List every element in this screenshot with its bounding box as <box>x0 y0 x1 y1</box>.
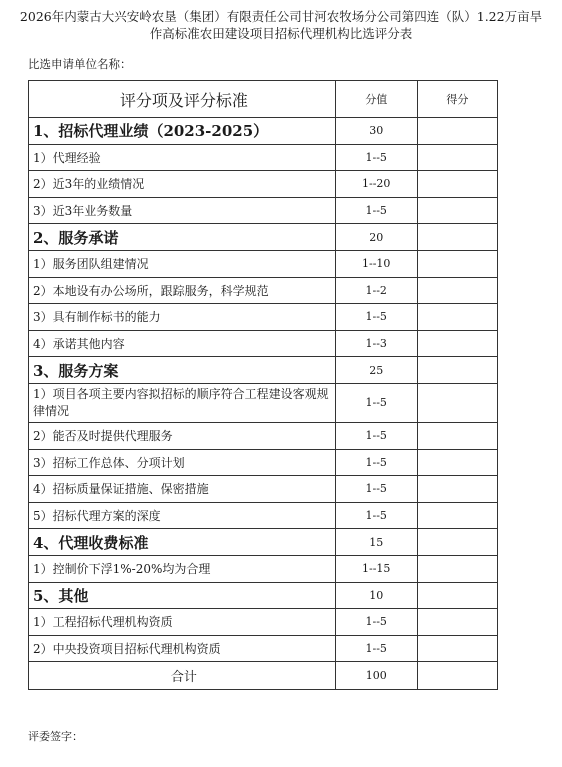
document-title: 2026年内蒙古大兴安岭农垦（集团）有限责任公司甘河农牧场分公司第四连（队）1.22万亩旱作高标准农田建设项目招标代理机构比选评分表 <box>19 9 543 41</box>
score-input-cell[interactable] <box>417 304 497 331</box>
score-input-cell[interactable] <box>417 582 497 609</box>
category-row <box>29 582 498 609</box>
category-label: 4、代理收费标准 <box>29 529 336 556</box>
criterion-label: 2）本地设有办公场所，跟踪服务，科学规范 <box>29 277 336 304</box>
criterion-label: 2）近3年的业绩情况 <box>29 171 336 198</box>
criterion-row <box>29 476 498 503</box>
criterion-row <box>29 171 498 198</box>
category-row <box>29 357 498 384</box>
criterion-label: 2）能否及时提供代理服务 <box>29 422 336 449</box>
max-score-value: 1--5 <box>335 635 417 662</box>
score-input-cell[interactable] <box>417 357 497 384</box>
criterion-row <box>29 383 498 422</box>
max-score-value: 1--5 <box>335 304 417 331</box>
max-score-value: 30 <box>335 118 417 145</box>
value-header: 分值 <box>335 81 417 118</box>
score-input-cell[interactable] <box>417 635 497 662</box>
criterion-label: 3）具有制作标书的能力 <box>29 304 336 331</box>
category-label: 3、服务方案 <box>29 357 336 384</box>
category-row <box>29 224 498 251</box>
score-input-cell[interactable] <box>417 330 497 357</box>
criterion-label: 1）项目各项主要内容拟招标的顺序符合工程建设客观规律情况 <box>29 383 336 422</box>
category-label: 1、招标代理业绩（2023-2025） <box>29 118 336 145</box>
criterion-row <box>29 304 498 331</box>
max-score-value: 1--3 <box>335 330 417 357</box>
max-score-value: 1--5 <box>335 449 417 476</box>
criterion-row <box>29 250 498 277</box>
max-score-value: 1--5 <box>335 502 417 529</box>
category-row <box>29 118 498 145</box>
criterion-row <box>29 144 498 171</box>
max-score-value: 1--5 <box>335 476 417 503</box>
max-score-value: 10 <box>335 582 417 609</box>
score-input-cell[interactable] <box>417 144 497 171</box>
max-score-value: 20 <box>335 224 417 251</box>
category-label: 5、其他 <box>29 582 336 609</box>
score-input-cell[interactable] <box>417 529 497 556</box>
table-header-row <box>29 81 498 118</box>
total-value: 100 <box>335 662 417 690</box>
criterion-label: 1）控制价下浮1%-20%均为合理 <box>29 555 336 582</box>
score-input-cell[interactable] <box>417 476 497 503</box>
criterion-row <box>29 502 498 529</box>
score-input-cell[interactable] <box>417 609 497 636</box>
max-score-value: 1--10 <box>335 250 417 277</box>
score-input-cell[interactable] <box>417 250 497 277</box>
max-score-value: 25 <box>335 357 417 384</box>
criteria-header: 评分项及评分标准 <box>29 81 336 118</box>
criterion-label: 5）招标代理方案的深度 <box>29 502 336 529</box>
scoring-table <box>28 80 498 690</box>
criterion-label: 4）招标质量保证措施、保密措施 <box>29 476 336 503</box>
criterion-row <box>29 197 498 224</box>
max-score-value: 1--5 <box>335 422 417 449</box>
max-score-value: 1--15 <box>335 555 417 582</box>
score-header: 得分 <box>417 81 497 118</box>
max-score-value: 1--5 <box>335 197 417 224</box>
total-score-cell[interactable] <box>417 662 497 690</box>
score-input-cell[interactable] <box>417 422 497 449</box>
category-label: 2、服务承诺 <box>29 224 336 251</box>
criterion-row <box>29 555 498 582</box>
criterion-label: 3）近3年业务数量 <box>29 197 336 224</box>
judge-signature-label: 评委签字： <box>28 730 83 743</box>
criterion-label: 2）中央投资项目招标代理机构资质 <box>29 635 336 662</box>
criterion-row <box>29 635 498 662</box>
total-label: 合计 <box>29 662 336 690</box>
total-row <box>29 662 498 690</box>
criterion-label: 1）代理经验 <box>29 144 336 171</box>
score-input-cell[interactable] <box>417 555 497 582</box>
criterion-label: 1）工程招标代理机构资质 <box>29 609 336 636</box>
score-input-cell[interactable] <box>417 383 497 422</box>
criterion-row <box>29 609 498 636</box>
max-score-value: 1--5 <box>335 144 417 171</box>
score-input-cell[interactable] <box>417 224 497 251</box>
max-score-value: 1--20 <box>335 171 417 198</box>
criterion-row <box>29 277 498 304</box>
criterion-row <box>29 330 498 357</box>
criterion-label: 3）招标工作总体、分项计划 <box>29 449 336 476</box>
score-input-cell[interactable] <box>417 197 497 224</box>
score-input-cell[interactable] <box>417 118 497 145</box>
max-score-value: 1--5 <box>335 609 417 636</box>
score-input-cell[interactable] <box>417 277 497 304</box>
criterion-row <box>29 422 498 449</box>
score-input-cell[interactable] <box>417 502 497 529</box>
criterion-label: 1）服务团队组建情况 <box>29 250 336 277</box>
category-row <box>29 529 498 556</box>
max-score-value: 1--2 <box>335 277 417 304</box>
max-score-value: 1--5 <box>335 383 417 422</box>
max-score-value: 15 <box>335 529 417 556</box>
criterion-label: 4）承诺其他内容 <box>29 330 336 357</box>
criterion-row <box>29 449 498 476</box>
applicant-name-label: 比选申请单位名称： <box>28 57 132 71</box>
score-input-cell[interactable] <box>417 449 497 476</box>
score-input-cell[interactable] <box>417 171 497 198</box>
